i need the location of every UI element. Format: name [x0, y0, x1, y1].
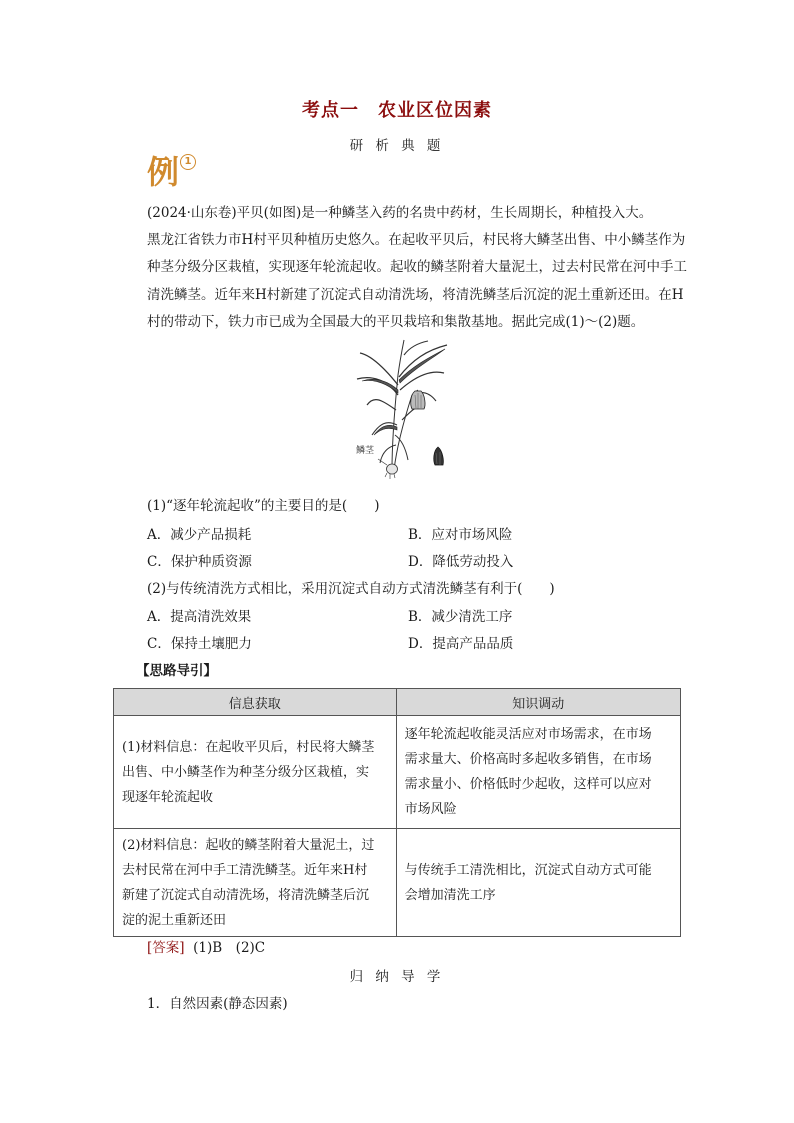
cell-line: 逐年轮流起收能灵活应对市场需求，在市场 [404, 727, 652, 742]
question-1-option-a: A．减少产品损耗 [147, 527, 252, 543]
analysis-table [113, 688, 681, 937]
table-row [114, 716, 681, 829]
cell-line: 需求量小、价格低时少起收，这样可以应对 [404, 777, 652, 792]
plant-illustration [352, 335, 452, 480]
bulb-label: 鳞茎 [356, 446, 375, 456]
answer-line [147, 936, 265, 956]
paragraph-line: 黑龙江省铁力市H村平贝种植历史悠久。在起收平贝后，村民将大鳞茎出售、中小鳞茎作为 [147, 232, 686, 249]
question-2-option-d: D．提高产品品质 [408, 636, 514, 652]
page-title: 考点一 农业区位因素 [302, 100, 492, 121]
cell-line: 会增加清洗工序 [404, 887, 496, 903]
cell-line: 需求量大、价格高时多起收多销售，在市场 [404, 752, 652, 767]
table-cell-knowledge [396, 829, 680, 937]
table-cell-info [114, 829, 397, 937]
list-item-natural-factors: 1．自然因素(静态因素) [147, 996, 288, 1012]
question-1-stem: (1)“逐年轮流起收”的主要目的是( ) [147, 498, 380, 514]
material-paragraph [147, 200, 687, 336]
cell-line: 新建了沉淀式自动清洗场，将清洗鳞茎后沉 [122, 887, 370, 903]
question-1-option-b: B．应对市场风险 [408, 527, 513, 543]
table-header-info: 信息获取 [114, 689, 397, 716]
table-row [114, 829, 681, 937]
cell-line: 与传统手工清洗相比，沉淀式自动方式可能 [404, 862, 652, 878]
paragraph-line: 村的带动下，铁力市已成为全国最大的平贝栽培和集散基地。据此完成(1)～(2)题。 [147, 313, 645, 330]
table-header-knowledge: 知识调动 [396, 689, 680, 716]
cell-line: (2)材料信息：起收的鳞茎附着大量泥土，过 [122, 837, 375, 853]
paragraph-line: 种茎分级分区栽植，实现逐年轮流起收。起收的鳞茎附着大量泥土，过去村民常在河中手工 [147, 259, 687, 276]
paragraph-line: 清洗鳞茎。近年来H村新建了沉淀式自动清洗场，将清洗鳞茎后沉淀的泥土重新还田。在H [147, 286, 684, 303]
cell-line: 出售、中小鳞茎作为种茎分级分区栽植，实 [122, 764, 370, 780]
example-number: 1 [180, 154, 196, 170]
answer-value: (1)B (2)C [193, 940, 266, 956]
example-label: 例 [147, 153, 180, 191]
table-cell-knowledge [396, 716, 680, 829]
table-cell-info [114, 716, 397, 829]
paragraph-line: (2024·山东卷)平贝(如图)是一种鳞茎入药的名贵中药材，生长周期长，种植投入大。 [147, 205, 653, 221]
subheading-analysis: 研 析 典 题 [349, 138, 445, 154]
cell-line: 淀的泥土重新还田 [122, 912, 227, 928]
question-1-option-c: C．保护种质资源 [147, 554, 252, 570]
guide-heading: 【思路导引】 [136, 663, 217, 679]
question-2-option-b: B．减少清洗工序 [408, 609, 513, 625]
cell-line: 去村民常在河中手工清洗鳞茎。近年来H村 [122, 862, 368, 878]
question-2-stem: (2)与传统清洗方式相比，采用沉淀式自动方式清洗鳞茎有利于( ) [147, 581, 555, 597]
answer-label: [答案] [147, 940, 185, 956]
section-heading: 归 纳 导 学 [349, 969, 445, 985]
question-2-option-c: C．保持土壤肥力 [147, 636, 252, 652]
cell-line: 市场风险 [404, 802, 457, 817]
question-1-option-d: D．降低劳动投入 [408, 554, 514, 570]
question-2-option-a: A．提高清洗效果 [147, 609, 252, 625]
example-marker [147, 152, 199, 192]
table-header-row [114, 689, 681, 716]
cell-line: 现逐年轮流起收 [122, 789, 214, 805]
cell-line: (1)材料信息：在起收平贝后，村民将大鳞茎 [122, 739, 375, 755]
fritillaria-plant-drawing [352, 335, 452, 480]
